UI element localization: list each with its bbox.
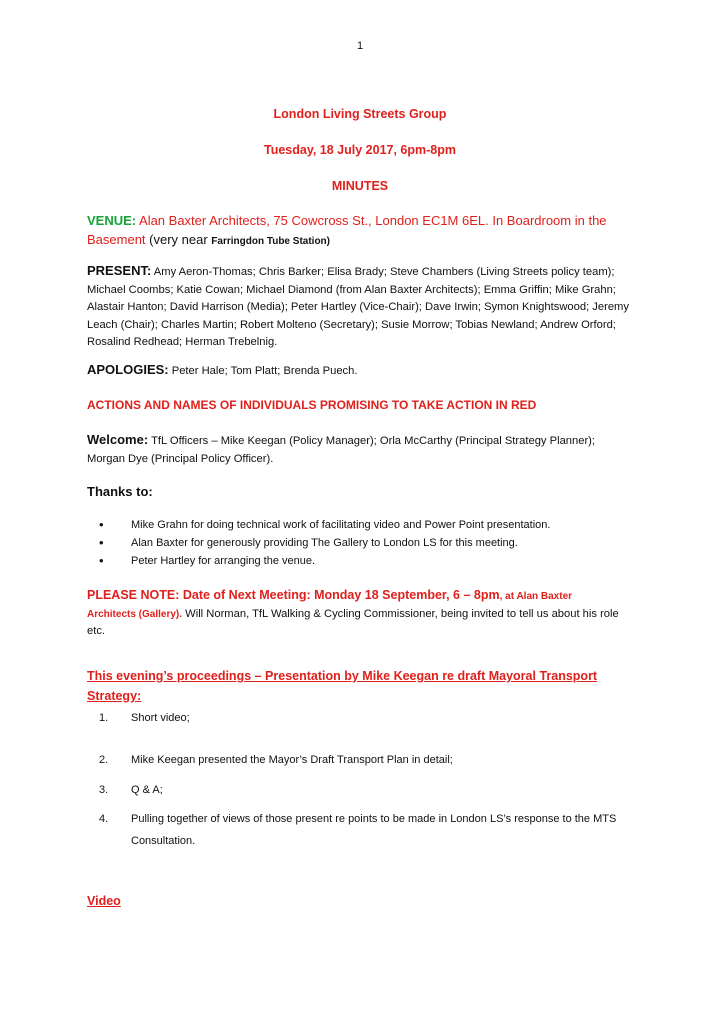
next-meeting-text: Will Norman, TfL Walking & Cycling Commissioner, being invited to tell us about his role etc.: [87, 607, 619, 637]
venue-paragraph: [87, 211, 635, 251]
document-type: MINUTES: [331, 179, 389, 193]
list-text: Mike Keegan presented the Mayor’s Draft Transport Plan in detail;: [131, 754, 453, 766]
next-meeting-paragraph: [87, 587, 635, 641]
list-item: [87, 808, 635, 852]
list-item: [87, 707, 635, 729]
apologies-list: Peter Hale; Tom Platt; Brenda Puech.: [168, 365, 358, 377]
venue-near: (very near: [145, 232, 212, 247]
next-meeting-venue-a: , at Alan Baxter: [499, 591, 573, 602]
next-meeting-venue-b: Architects (Gallery).: [87, 608, 183, 620]
list-item: [87, 749, 635, 771]
welcome-paragraph: [87, 431, 635, 468]
apologies-paragraph: [87, 361, 635, 381]
list-number: 1.: [99, 712, 109, 724]
apologies-label: APOLOGIES:: [87, 362, 169, 377]
list-item: • Alan Baxter for generously providing The Gallery to London LS for this meeting.: [87, 534, 635, 552]
list-item: • Mike Grahn for doing technical work of facilitating video and Power Point presentation.: [87, 516, 635, 534]
present-list: Amy Aeron-Thomas; Chris Barker; Elisa Brady; Steve Chambers (Living Streets policy team); Michael Coombs; Katie Cowan; Michael Diamond (from Alan Baxter Architects); Emma Griffin; Mike Grahn; Alastair Hanton; David Harrison (Media); Peter Hartley (Vice-Chair); Dave Irwin; Symon Knightswood; Jeremy Leach (Chair); Charles Martin; Robert Molteno (Secretary); Susie Morrow; Tobias Newland; Andrew Orford; Rosalind Redhead; Herman Trebelnig.: [87, 266, 629, 348]
list-item: • Peter Hartley for arranging the venue.: [87, 552, 635, 570]
venue-label: VENUE:: [87, 213, 137, 228]
list-number: 3.: [99, 784, 109, 796]
meeting-date: Tuesday, 18 July 2017, 6pm-8pm: [264, 143, 456, 157]
actions-note: ACTIONS AND NAMES OF INDIVIDUALS PROMISING TO TAKE ACTION IN RED: [87, 398, 537, 412]
present-paragraph: [87, 262, 635, 352]
list-number: 4.: [99, 813, 109, 825]
venue-address: Alan Baxter Architects, 75 Cowcross St., London EC1M 6EL. In Boardroom in the Basement: [87, 213, 607, 247]
list-text: Short video;: [131, 712, 190, 724]
venue-station: Farringdon Tube Station): [211, 236, 330, 247]
group-title: London Living Streets Group: [273, 107, 447, 121]
present-label: PRESENT:: [87, 263, 152, 278]
list-text: Pulling together of views of those present re points to be made in London LS’s response to the MTS Consultation.: [131, 813, 617, 847]
thanks-heading: Thanks to:: [87, 484, 153, 499]
thanks-list: [87, 516, 635, 570]
next-meeting-date: PLEASE NOTE: Date of Next Meeting: Monday 18 September, 6 – 8pm: [87, 588, 500, 602]
page-number: 1: [356, 40, 364, 52]
video-heading: Video: [87, 894, 121, 908]
list-item: [87, 779, 635, 801]
proceedings-heading: This evening’s proceedings – Presentation by Mike Keegan re draft Mayoral Transport Strategy:: [87, 669, 598, 703]
welcome-label: Welcome:: [87, 432, 149, 447]
welcome-text: TfL Officers – Mike Keegan (Policy Manager); Orla McCarthy (Principal Strategy Planner); Morgan Dye (Principal Policy Officer).: [87, 435, 596, 465]
list-number: 2.: [99, 754, 109, 766]
list-text: Q & A;: [131, 784, 163, 796]
